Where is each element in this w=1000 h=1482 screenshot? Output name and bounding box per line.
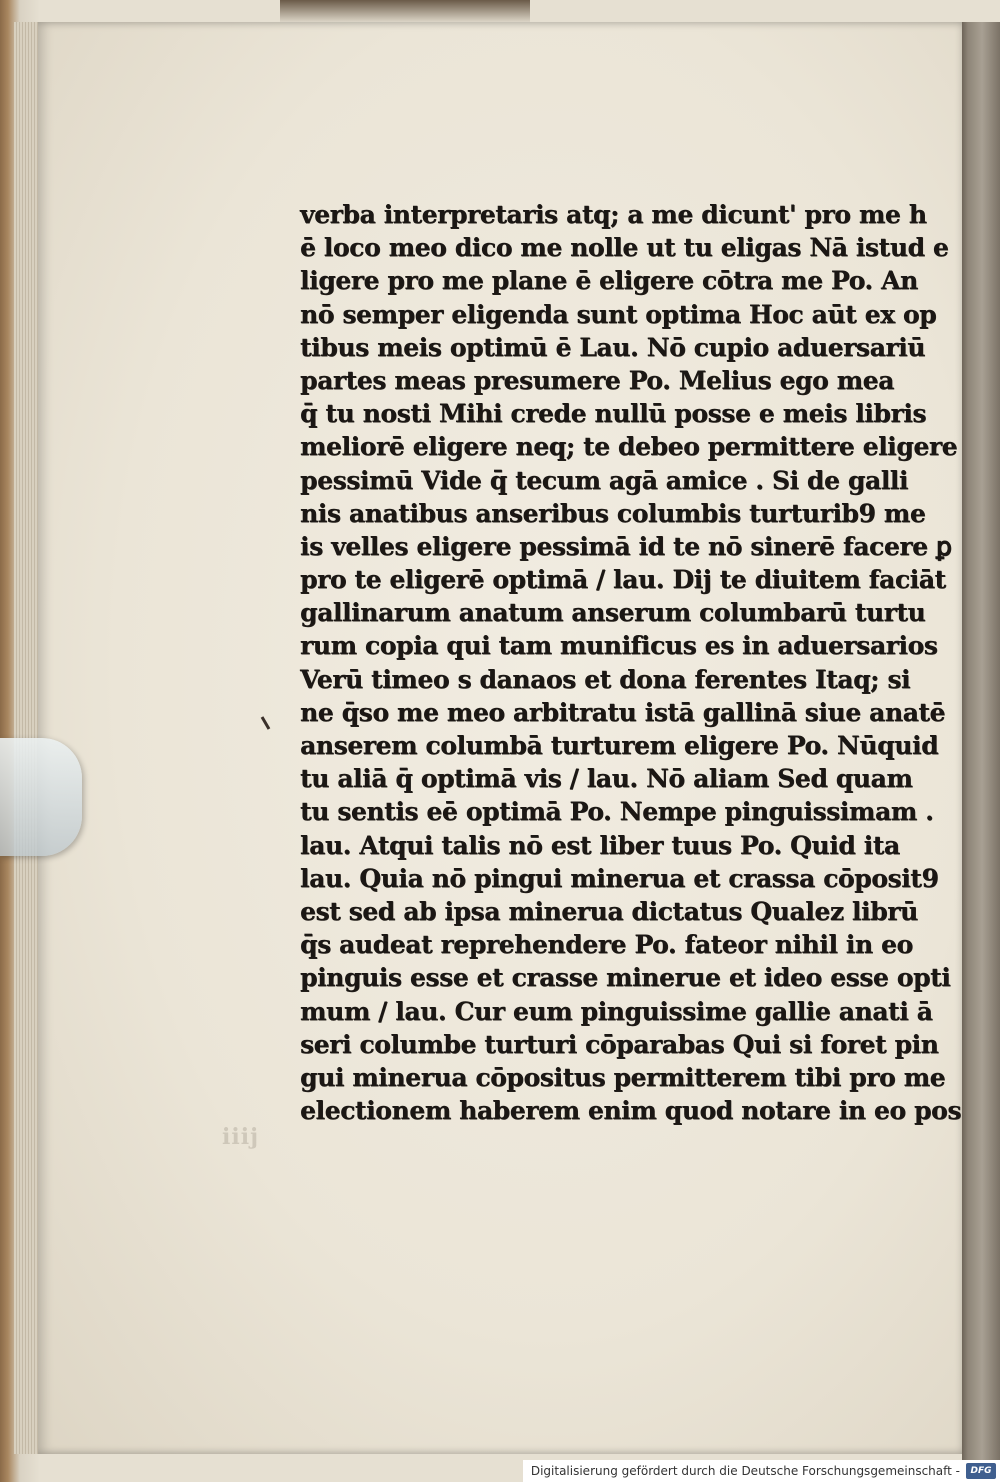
text-line: rum copia qui tam munificus es in aduersarios — [300, 631, 938, 661]
text-line: est sed ab ipsa minerua dictatus Qualez librū — [300, 896, 918, 926]
page-stain — [280, 0, 530, 24]
text-line: tu aliā q̄ optimā vis / lau. Nō aliam Sed quam — [300, 764, 913, 794]
text-line: nis anatibus anseribus columbis turturib9 me — [300, 498, 926, 528]
text-line: Verū timeo s danaos et dona ferentes Itaq; si — [300, 664, 911, 694]
text-line: tu sentis eē optimā Po. Nempe pinguissimam . — [300, 797, 934, 827]
text-line: ne q̄so me meo arbitratu istā gallinā siue anatē — [300, 697, 946, 727]
dfg-logo-icon — [966, 1463, 996, 1479]
text-line: nō semper eligenda sunt optima Hoc aūt ex op — [300, 299, 937, 329]
text-line: pinguis esse et crasse minerue et ideo esse opti — [300, 963, 951, 993]
text-line: lau. Atqui talis nō est liber tuus Po. Quid ita — [300, 830, 900, 860]
page-text — [300, 198, 962, 1127]
text-line: verba interpretaris atq; a me dicunt' pro me h — [300, 200, 927, 229]
text-line: partes meas presumere Po. Melius ego mea — [300, 365, 894, 395]
text-line: q̄ tu nosti Mihi crede nullū posse e meis libris — [300, 399, 927, 429]
text-line: is velles eligere pessimā id te nō sinerē facere ꝑ — [300, 531, 952, 561]
text-line: pessimū Vide q̄ tecum agā amice . Si de galli — [300, 465, 908, 495]
text-line: tibus meis optimū ē Lau. Nō cupio aduersariū — [300, 332, 926, 362]
text-line: mum / lau. Cur eum pinguissime gallie anati ā — [300, 996, 933, 1026]
text-line: ē loco meo dico me nolle ut tu eligas Nā istud e — [300, 233, 949, 263]
signature-mark: iiij — [222, 1124, 260, 1150]
text-line: anserem columbā turturem eligere Po. Nūquid — [300, 731, 939, 760]
text-line: seri columbe turturi cōparabas Qui si foret pin — [300, 1029, 939, 1059]
text-line: gallinarum anatum anserum columbarū turtu — [300, 598, 926, 628]
text-line: pro te eligerē optimā / lau. Dij te diuitem faciāt — [300, 565, 946, 595]
text-line: q̄s audeat reprehendere Po. fateor nihil in eo — [300, 930, 913, 960]
bookmark-tab — [0, 738, 82, 856]
book-cover-edge — [962, 22, 1000, 1462]
footer-credit: Digitalisierung gefördert durch die Deutsche Forschungsgemeinschaft - — [530, 1464, 960, 1478]
text-line: ligere pro me plane ē eligere cōtra me Po. An — [300, 266, 918, 296]
text-line: lau. Quia nō pingui minerua et crassa cōposit9 — [300, 863, 939, 893]
text-line: meliorē eligere neq; te debeo permittere eligere — [300, 432, 958, 462]
dfg-logo-label: DFG — [970, 1466, 992, 1476]
footer-bar — [523, 1460, 1000, 1482]
text-line: electionem haberem enim quod notare in eo pos — [300, 1096, 962, 1126]
text-line: gui minerua cōpositus permitterem tibi pro me — [300, 1062, 946, 1092]
